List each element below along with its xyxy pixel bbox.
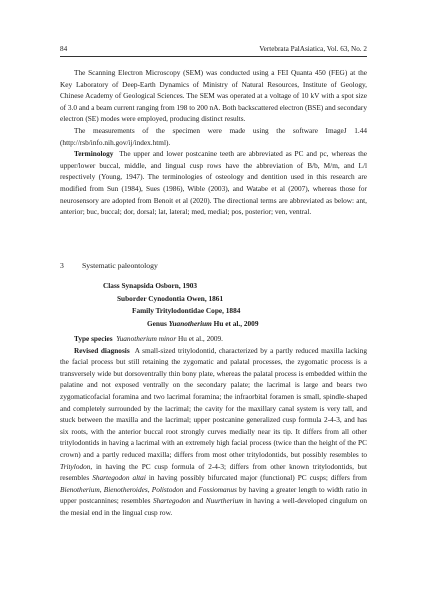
running-header <box>60 43 367 55</box>
methods-text <box>60 67 367 218</box>
header-rule <box>60 56 367 57</box>
diagnosis-paragraph <box>60 345 367 519</box>
terminology-paragraph <box>60 148 367 218</box>
taxon-suborder: Suborder Cynodontia Owen, 1861 <box>117 293 224 303</box>
taxon-bienotherium: Bienotherium <box>60 484 100 494</box>
section-heading <box>60 260 367 272</box>
type-species-paragraph <box>60 333 367 345</box>
diagnosis-text <box>60 333 367 519</box>
journal-title: Vertebrata PalAsiatica, Vol. 63, No. 2 <box>259 45 367 53</box>
diagnosis-text-4: by having a greater length to width ratio in upper postcannines; resembles <box>60 484 367 506</box>
type-species-label: Type species <box>74 334 113 343</box>
terminology-text: The upper and lower postcanine teeth are abbreviated as PC and pc, whereas the upper/lower buccal, middle, and lingual cusp rows have the abbreviation of B/b, M/m, and L/l respectively (Young, 1947). The terminologies of osteology and dentition used in this research are modified from Sun (1984), Sues (1986), Wible (2003), and Watabe et al (2007), whereas those for neurosensory are adopted from Benoit et al (2020). The directional terms are abbreviated as below: ant, anterior; buc, buccal; dor, dorsal; lat, lateral; med, medial; pos, posterior; ven, ventral. <box>60 149 368 217</box>
taxon-shartegodon: Shartegodon <box>152 496 191 506</box>
taxon-polistodon: Polistodon <box>151 484 184 494</box>
taxon-family: Family Tritylodontidae Cope, 1884 <box>132 306 241 316</box>
taxon-fossiomanus: Fossiomanus <box>198 484 237 494</box>
taxon-bienotheroides: Bienotheroides <box>103 484 148 494</box>
taxon-genus <box>60 318 367 331</box>
taxon-class: Class Synapsida Osborn, 1903 <box>103 281 198 290</box>
diagnosis-text-3: in having possibly bifurcated major (functional) PC cusps; differs from <box>145 473 367 483</box>
section-title: Systematic paleontology <box>82 261 158 270</box>
type-species-authority: Hu et al., 2009. <box>176 334 224 343</box>
type-species-name: Yuanotherium minor <box>116 334 177 343</box>
taxon-shartegodon-altai: Shartegodon altai <box>92 473 146 483</box>
diagnosis-label: Revised diagnosis <box>74 345 130 355</box>
separator: , <box>147 484 152 494</box>
sem-paragraph: The Scanning Electron Microscopy (SEM) was conducted using a FEI Quanta 450 (FEG) at the Key Laboratory of Deep-Earth Dynamics of Ministry of Natural Resources, Institute of Geology, Chinese Academy of Geological Sciences. The SEM was operated at a voltage of 10 kV with a spot size of 3.0 and a beam current ranging from 198 to 200 nA. Both backscattered electron (BSE) and secondary electron (SE) modes were employed, producing distinct results. <box>60 68 367 124</box>
taxonomic-hierarchy <box>60 280 367 330</box>
diagnosis-text-5: in having a well-developed cingulum on the mesial end in the lingual cusp row. <box>60 496 368 517</box>
separator: and <box>190 496 206 506</box>
genus-prefix: Genus <box>147 318 169 328</box>
genus-authority: Hu et al., 2009 <box>211 318 259 328</box>
page-number: 84 <box>60 45 68 53</box>
genus-name: Yuanotherium <box>168 318 212 328</box>
separator: and <box>183 484 199 494</box>
taxon-tritylodon: Tritylodon <box>60 461 91 471</box>
taxon-nuurtherium: Nuurtherium <box>205 496 244 506</box>
imagej-paragraph: The measurements of the specimen were made using the software ImageJ 1.44 (http://rsb/info.nih.gov/ij/index.html). <box>60 125 367 147</box>
diagnosis-text-2: , in having the PC cusp formula of 2-4-3; differs from other known tritylodontids, but resembles <box>60 461 367 483</box>
diagnosis-text-1: A small-sized tritylodontid, characterized by a partly reduced maxilla lacking the facial process but still retaining the zygomatic and palatal processes, the zygomatic process is a transversely wide but dorsoventrally thin bony plate, whereas the palatal process is embedded within the palatine and not exposed ventrally on the secondary palate; the lacrimal is large and bears two zygomaticofacial foramina and two lacrimal foramina; the infraorbital foramen is small, spindle-shaped and completely surrounded by the lacrimal; the cavity for the maxillary canal system is very tall, and stuck between the maxilla and the lacrimal; upper postcanine generalized cusp formula 2-4-3, and has six roots, with the anterior buccal root strongly curves medially near its tip. It differs from all other tritylodontids in having a lacrimal with an extremely high facial process (twice than the height of the PC crown) and a partly reduced maxilla; differs from most other tritylodontids, but possibly resembles to <box>60 345 367 459</box>
section-number: 3 <box>60 261 64 270</box>
terminology-label: Terminology <box>74 149 114 159</box>
separator: , <box>99 484 104 494</box>
